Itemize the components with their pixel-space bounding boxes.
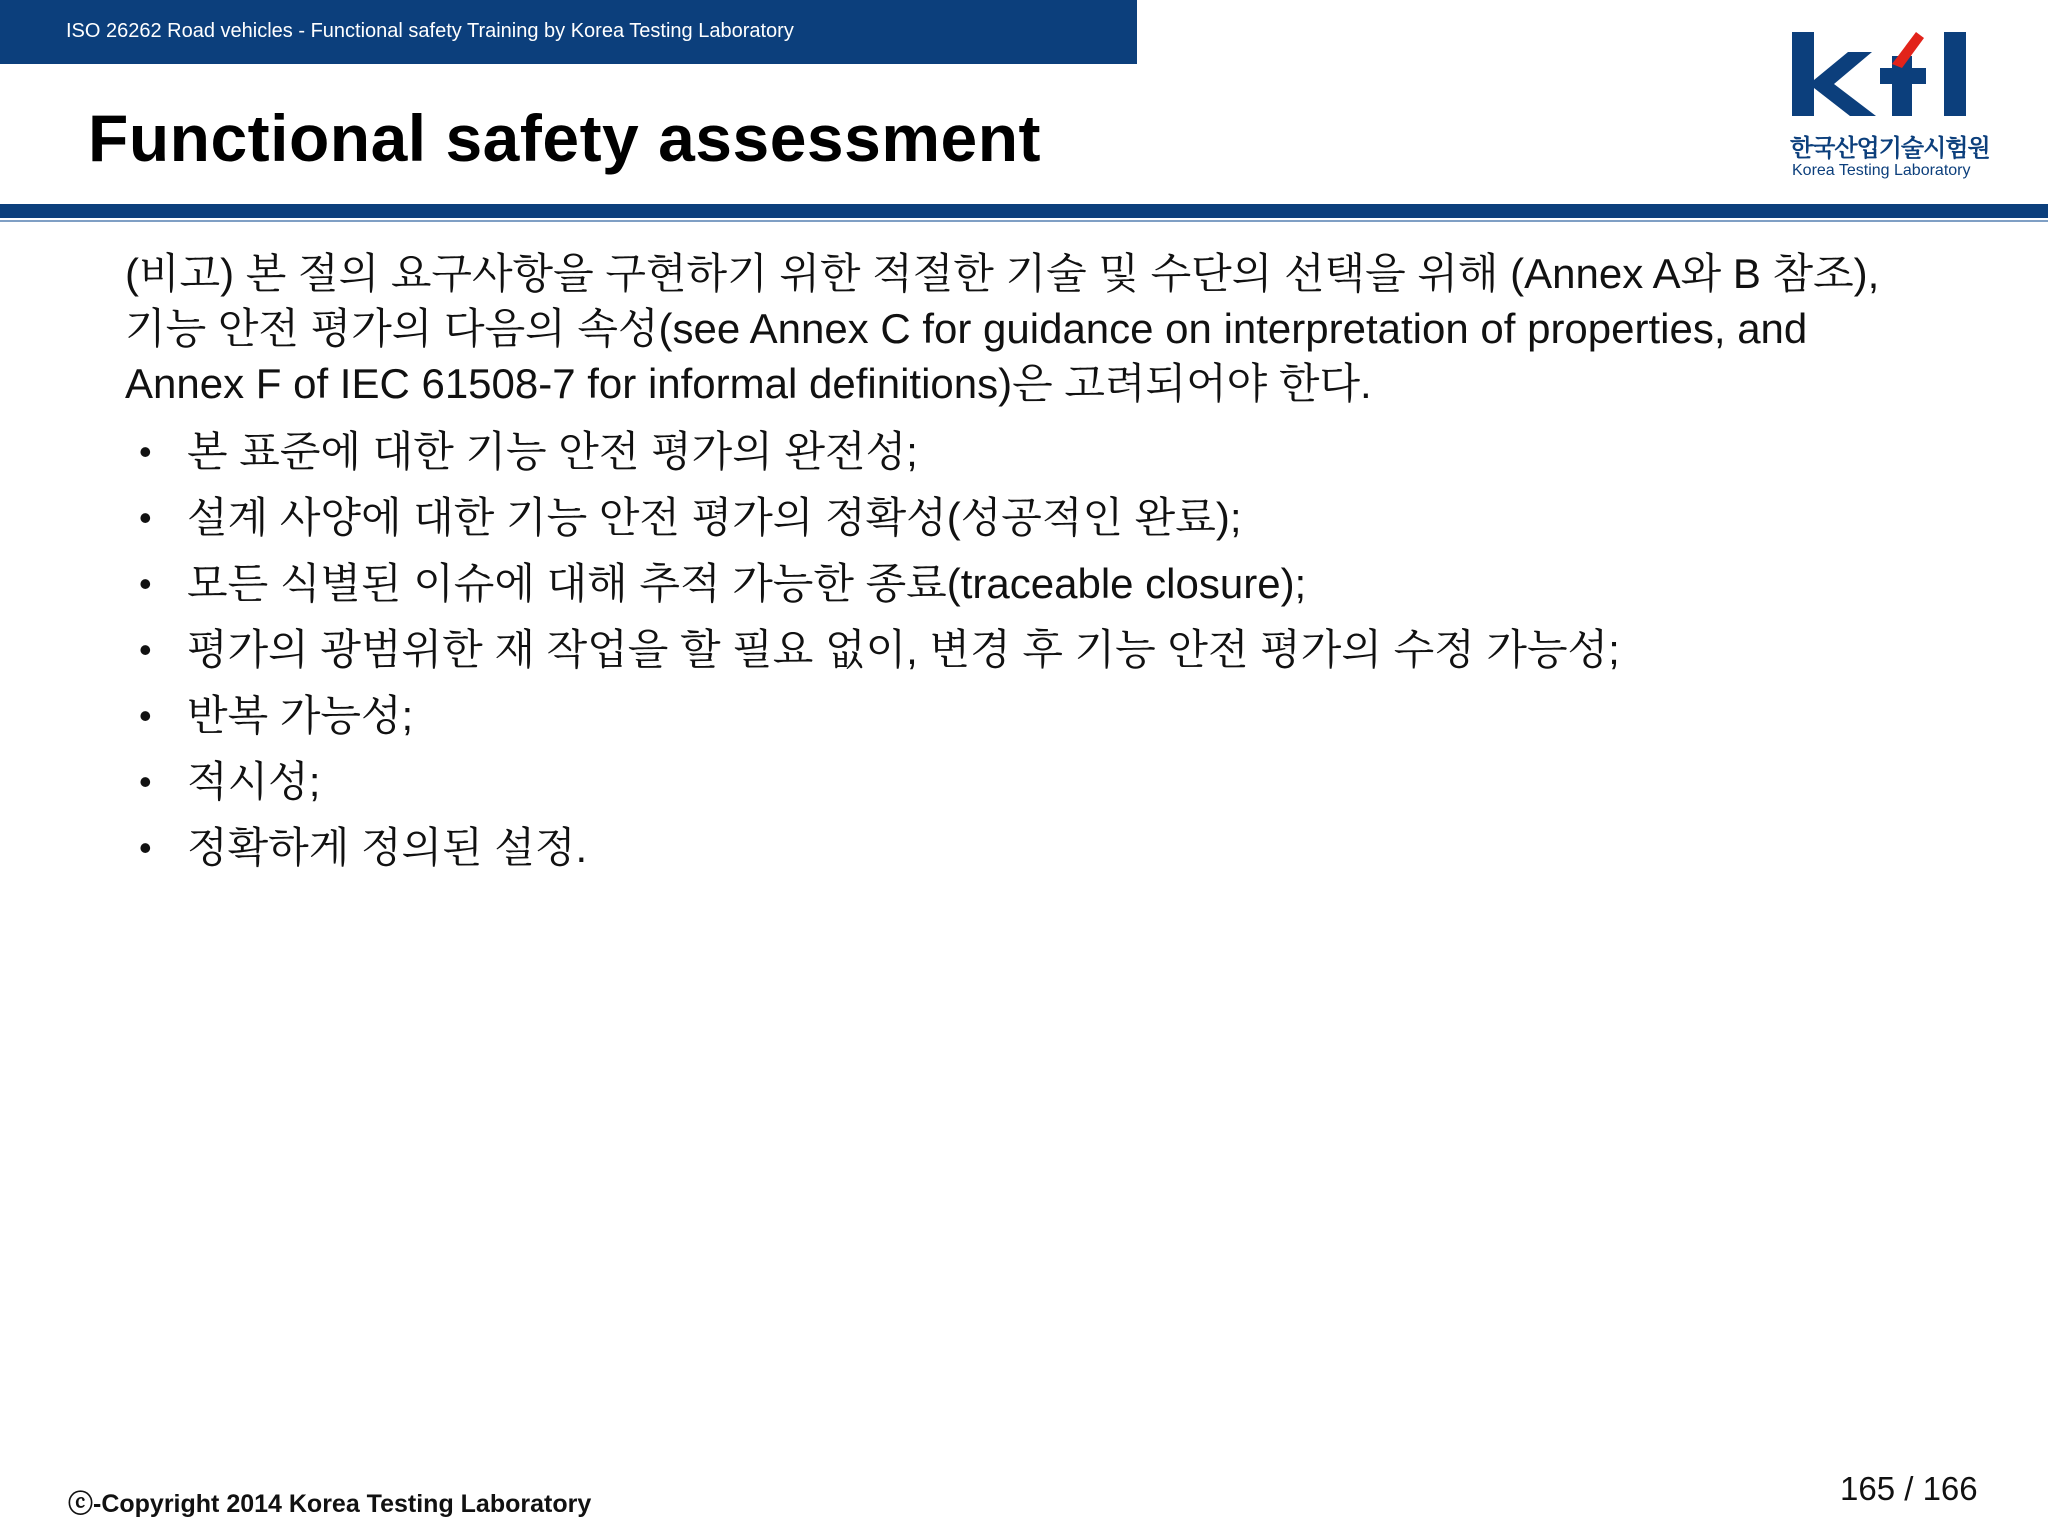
list-item — [125, 551, 1925, 617]
header-divider-shadow — [0, 220, 2048, 222]
bullet-icon: • — [139, 761, 152, 802]
bullet-icon: • — [139, 827, 152, 868]
header-divider — [0, 204, 2048, 218]
list-item-text: 모든 식별된 이슈에 대해 추적 가능한 종료(traceable closure); — [187, 560, 1307, 607]
bullet-icon: • — [139, 431, 152, 472]
slide-content — [125, 246, 1925, 881]
list-item — [125, 749, 1925, 815]
header-bar — [0, 0, 1137, 64]
course-title: ISO 26262 Road vehicles - Functional safety Training by Korea Testing Laboratory — [66, 20, 794, 42]
list-item-text: 정확하게 정의된 설정. — [187, 824, 588, 871]
list-item-text: 반복 가능성; — [187, 692, 414, 739]
page-number: 165 / 166 — [1840, 1470, 1978, 1507]
page-title: Functional safety assessment — [88, 101, 1042, 175]
bullet-icon: • — [139, 563, 152, 604]
ktl-logo-mark — [1788, 28, 1978, 120]
list-item — [125, 485, 1925, 551]
list-item — [125, 617, 1925, 683]
list-item — [125, 419, 1925, 485]
logo-english-name: Korea Testing Laboratory — [1792, 162, 1971, 179]
logo-korean-name: 한국산업기술시험원 — [1790, 135, 1990, 162]
ktl-logo — [1788, 28, 1990, 188]
property-list — [125, 419, 1925, 881]
bullet-icon: • — [139, 629, 152, 670]
list-item-text: 적시성; — [187, 758, 321, 805]
bullet-icon: • — [139, 695, 152, 736]
intro-paragraph: (비고) 본 절의 요구사항을 구현하기 위한 적절한 기술 및 수단의 선택을 위해 (Annex A와 B 참조), 기능 안전 평가의 다음의 속성(see Annex C for guidance on interpretation of properties, and Annex F of IEC 61508-7 for informal definitions)은 고려되어야 한다. — [125, 250, 1880, 407]
list-item — [125, 683, 1925, 749]
bullet-icon: • — [139, 497, 152, 538]
list-item-text: 본 표준에 대한 기능 안전 평가의 완전성; — [187, 428, 918, 475]
copyright-notice: ⓒ-Copyright 2014 Korea Testing Laboratory — [68, 1490, 592, 1518]
list-item-text: 평가의 광범위한 재 작업을 할 필요 없이, 변경 후 기능 안전 평가의 수정 가능성; — [187, 626, 1620, 673]
list-item — [125, 815, 1925, 881]
list-item-text: 설계 사양에 대한 기능 안전 평가의 정확성(성공적인 완료); — [187, 494, 1242, 541]
